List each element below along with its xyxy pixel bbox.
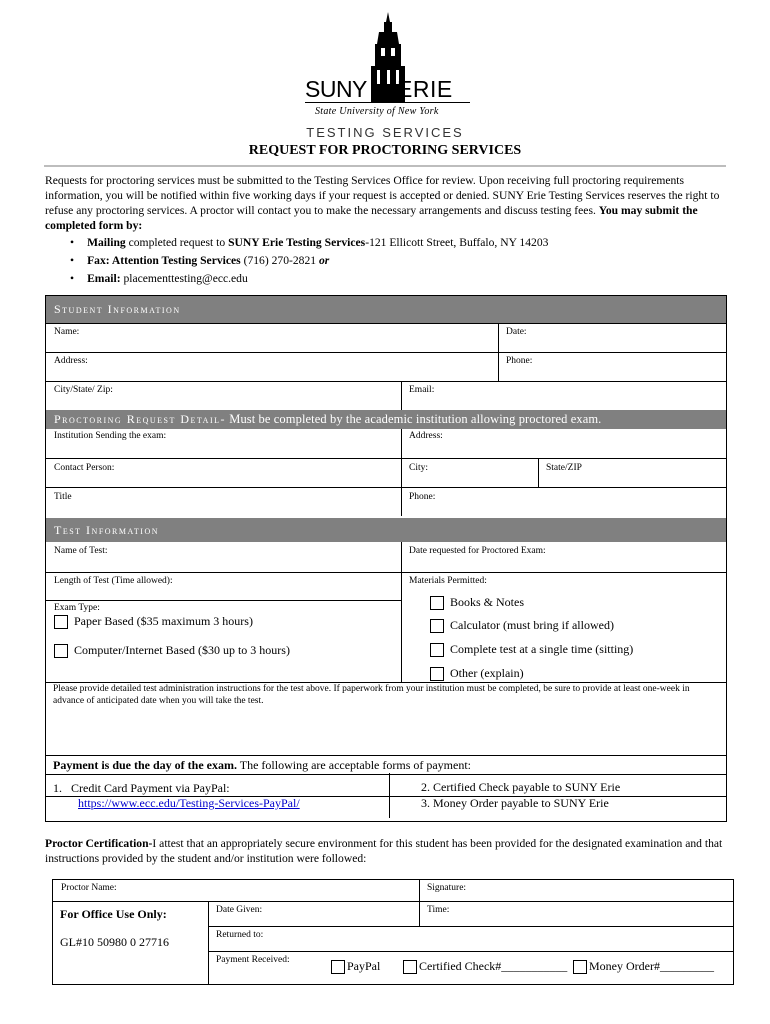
returned-to-field[interactable]: Returned to: bbox=[216, 930, 264, 940]
student-date-field[interactable]: Date: bbox=[506, 327, 527, 337]
payment-received-label: Payment Received: bbox=[216, 955, 290, 965]
time-field[interactable]: Time: bbox=[427, 905, 450, 915]
proctor-name-field[interactable]: Proctor Name: bbox=[61, 883, 117, 893]
logo-erie-text: ERIE bbox=[397, 76, 453, 102]
intro-paragraph bbox=[45, 173, 725, 233]
material-calculator-option[interactable]: Calculator (must bring if allowed) bbox=[430, 618, 614, 633]
institution-city-field[interactable]: City: bbox=[409, 463, 429, 473]
student-address-field[interactable]: Address: bbox=[54, 356, 88, 366]
office-use-box bbox=[52, 879, 734, 985]
date-requested-field[interactable]: Date requested for Proctored Exam: bbox=[409, 546, 546, 556]
test-name-field[interactable]: Name of Test: bbox=[54, 546, 108, 556]
material-other-option[interactable]: Other (explain) bbox=[430, 666, 524, 681]
computer-based-option[interactable]: Computer/Internet Based ($30 up to 3 hours) bbox=[54, 643, 290, 658]
student-name-field[interactable]: Name: bbox=[54, 327, 80, 337]
test-length-field[interactable]: Length of Test (Time allowed): bbox=[54, 576, 173, 586]
proctor-certification: Proctor Certification-I attest that an appropriately secure environment for this student has been provided for the designated examination and that instructions provided by the student and/or institution were followed: bbox=[45, 837, 723, 865]
bullet-fax: • Fax: Attention Testing Services (716) 270-2821 or bbox=[70, 252, 548, 270]
material-single-sitting-option[interactable]: Complete test at a single time (sitting) bbox=[430, 642, 633, 657]
checkbox-icon bbox=[430, 596, 444, 610]
signature-field[interactable]: Signature: bbox=[427, 883, 467, 893]
gl-number: GL#10 50980 0 27716 bbox=[60, 935, 169, 949]
institution-phone-field[interactable]: Phone: bbox=[409, 492, 436, 502]
bullet-mailing: • Mailing completed request to SUNY Erie Testing Services-121 Ellicott Street, Buffalo, NY 14203 bbox=[70, 234, 548, 252]
certified-check-option[interactable]: Certified Check#___________ bbox=[403, 959, 567, 974]
institution-state-field[interactable]: State/ZIP bbox=[546, 463, 582, 473]
department-heading: TESTING SERVICES bbox=[306, 125, 464, 140]
payment-option-3: 3. Money Order payable to SUNY Erie bbox=[421, 796, 609, 810]
checkbox-icon bbox=[573, 960, 587, 974]
student-email-field[interactable]: Email: bbox=[409, 385, 435, 395]
student-city-field[interactable]: City/State/ Zip: bbox=[54, 385, 113, 395]
bullet-email: • Email: placementtesting@ecc.edu bbox=[70, 270, 548, 288]
request-form bbox=[45, 295, 727, 797]
paypal-option[interactable]: PayPal bbox=[331, 959, 380, 974]
logo-subtitle: State University of New York bbox=[315, 106, 439, 117]
intro-text: Requests for proctoring services must be submitted to the Testing Services Office for review. Upon receiving full proctoring requirements information, you will be notified within five working days if your request is accepted or denied. SUNY Erie Testing Services reserves the right to refuse any proctoring services. A proctor will contact you to make the necessary arrangements and discuss testing fees. bbox=[45, 174, 720, 217]
paypal-link[interactable]: https://www.ecc.edu/Testing-Services-PayPal/ bbox=[78, 796, 300, 810]
materials-label: Materials Permitted: bbox=[409, 576, 487, 586]
payment-option-1: 1. Credit Card Payment via PayPal: bbox=[53, 781, 230, 795]
proctoring-detail-heading: Proctoring Request Detail- Must be completed by the academic institution allowing proctored exam. bbox=[46, 410, 726, 429]
title-divider bbox=[44, 165, 726, 167]
payment-heading: Payment is due the day of the exam. The following are acceptable forms of payment: bbox=[53, 758, 472, 772]
logo-suny-text: SUNY bbox=[305, 76, 367, 102]
checkbox-icon bbox=[54, 644, 68, 658]
office-use-label: For Office Use Only: bbox=[60, 907, 167, 921]
student-phone-field[interactable]: Phone: bbox=[506, 356, 533, 366]
form-title: REQUEST FOR PROCTORING SERVICES bbox=[248, 143, 522, 158]
instructions-field[interactable]: Please provide detailed test administration instructions for the test above. If paperwork from your institution must be completed, be sure to provide at least one-week in advance of anticipated date when you will take the test. bbox=[53, 684, 690, 706]
exam-type-label: Exam Type: bbox=[54, 603, 100, 613]
date-given-field[interactable]: Date Given: bbox=[216, 905, 263, 915]
checkbox-icon bbox=[430, 667, 444, 681]
money-order-option[interactable]: Money Order#_________ bbox=[573, 959, 714, 974]
paper-based-option[interactable]: Paper Based ($35 maximum 3 hours) bbox=[54, 614, 253, 629]
contact-person-field[interactable]: Contact Person: bbox=[54, 463, 115, 473]
payment-option-2: 2. Certified Check payable to SUNY Erie bbox=[421, 780, 621, 794]
student-info-heading: Student Information bbox=[46, 296, 726, 323]
material-books-option[interactable]: Books & Notes bbox=[430, 595, 524, 610]
payment-options-box bbox=[45, 773, 727, 822]
suny-erie-logo bbox=[305, 12, 470, 122]
submission-methods bbox=[70, 234, 548, 288]
institution-address-field[interactable]: Address: bbox=[409, 431, 443, 441]
institution-field[interactable]: Institution Sending the exam: bbox=[54, 431, 167, 441]
checkbox-icon bbox=[430, 643, 444, 657]
checkbox-icon bbox=[430, 619, 444, 633]
checkbox-icon bbox=[403, 960, 417, 974]
contact-title-field[interactable]: Title bbox=[54, 492, 72, 502]
intro-submit-text: You may submit the completed form by: bbox=[45, 204, 698, 232]
test-info-heading: Test Information bbox=[46, 518, 726, 542]
checkbox-icon bbox=[331, 960, 345, 974]
checkbox-icon bbox=[54, 615, 68, 629]
